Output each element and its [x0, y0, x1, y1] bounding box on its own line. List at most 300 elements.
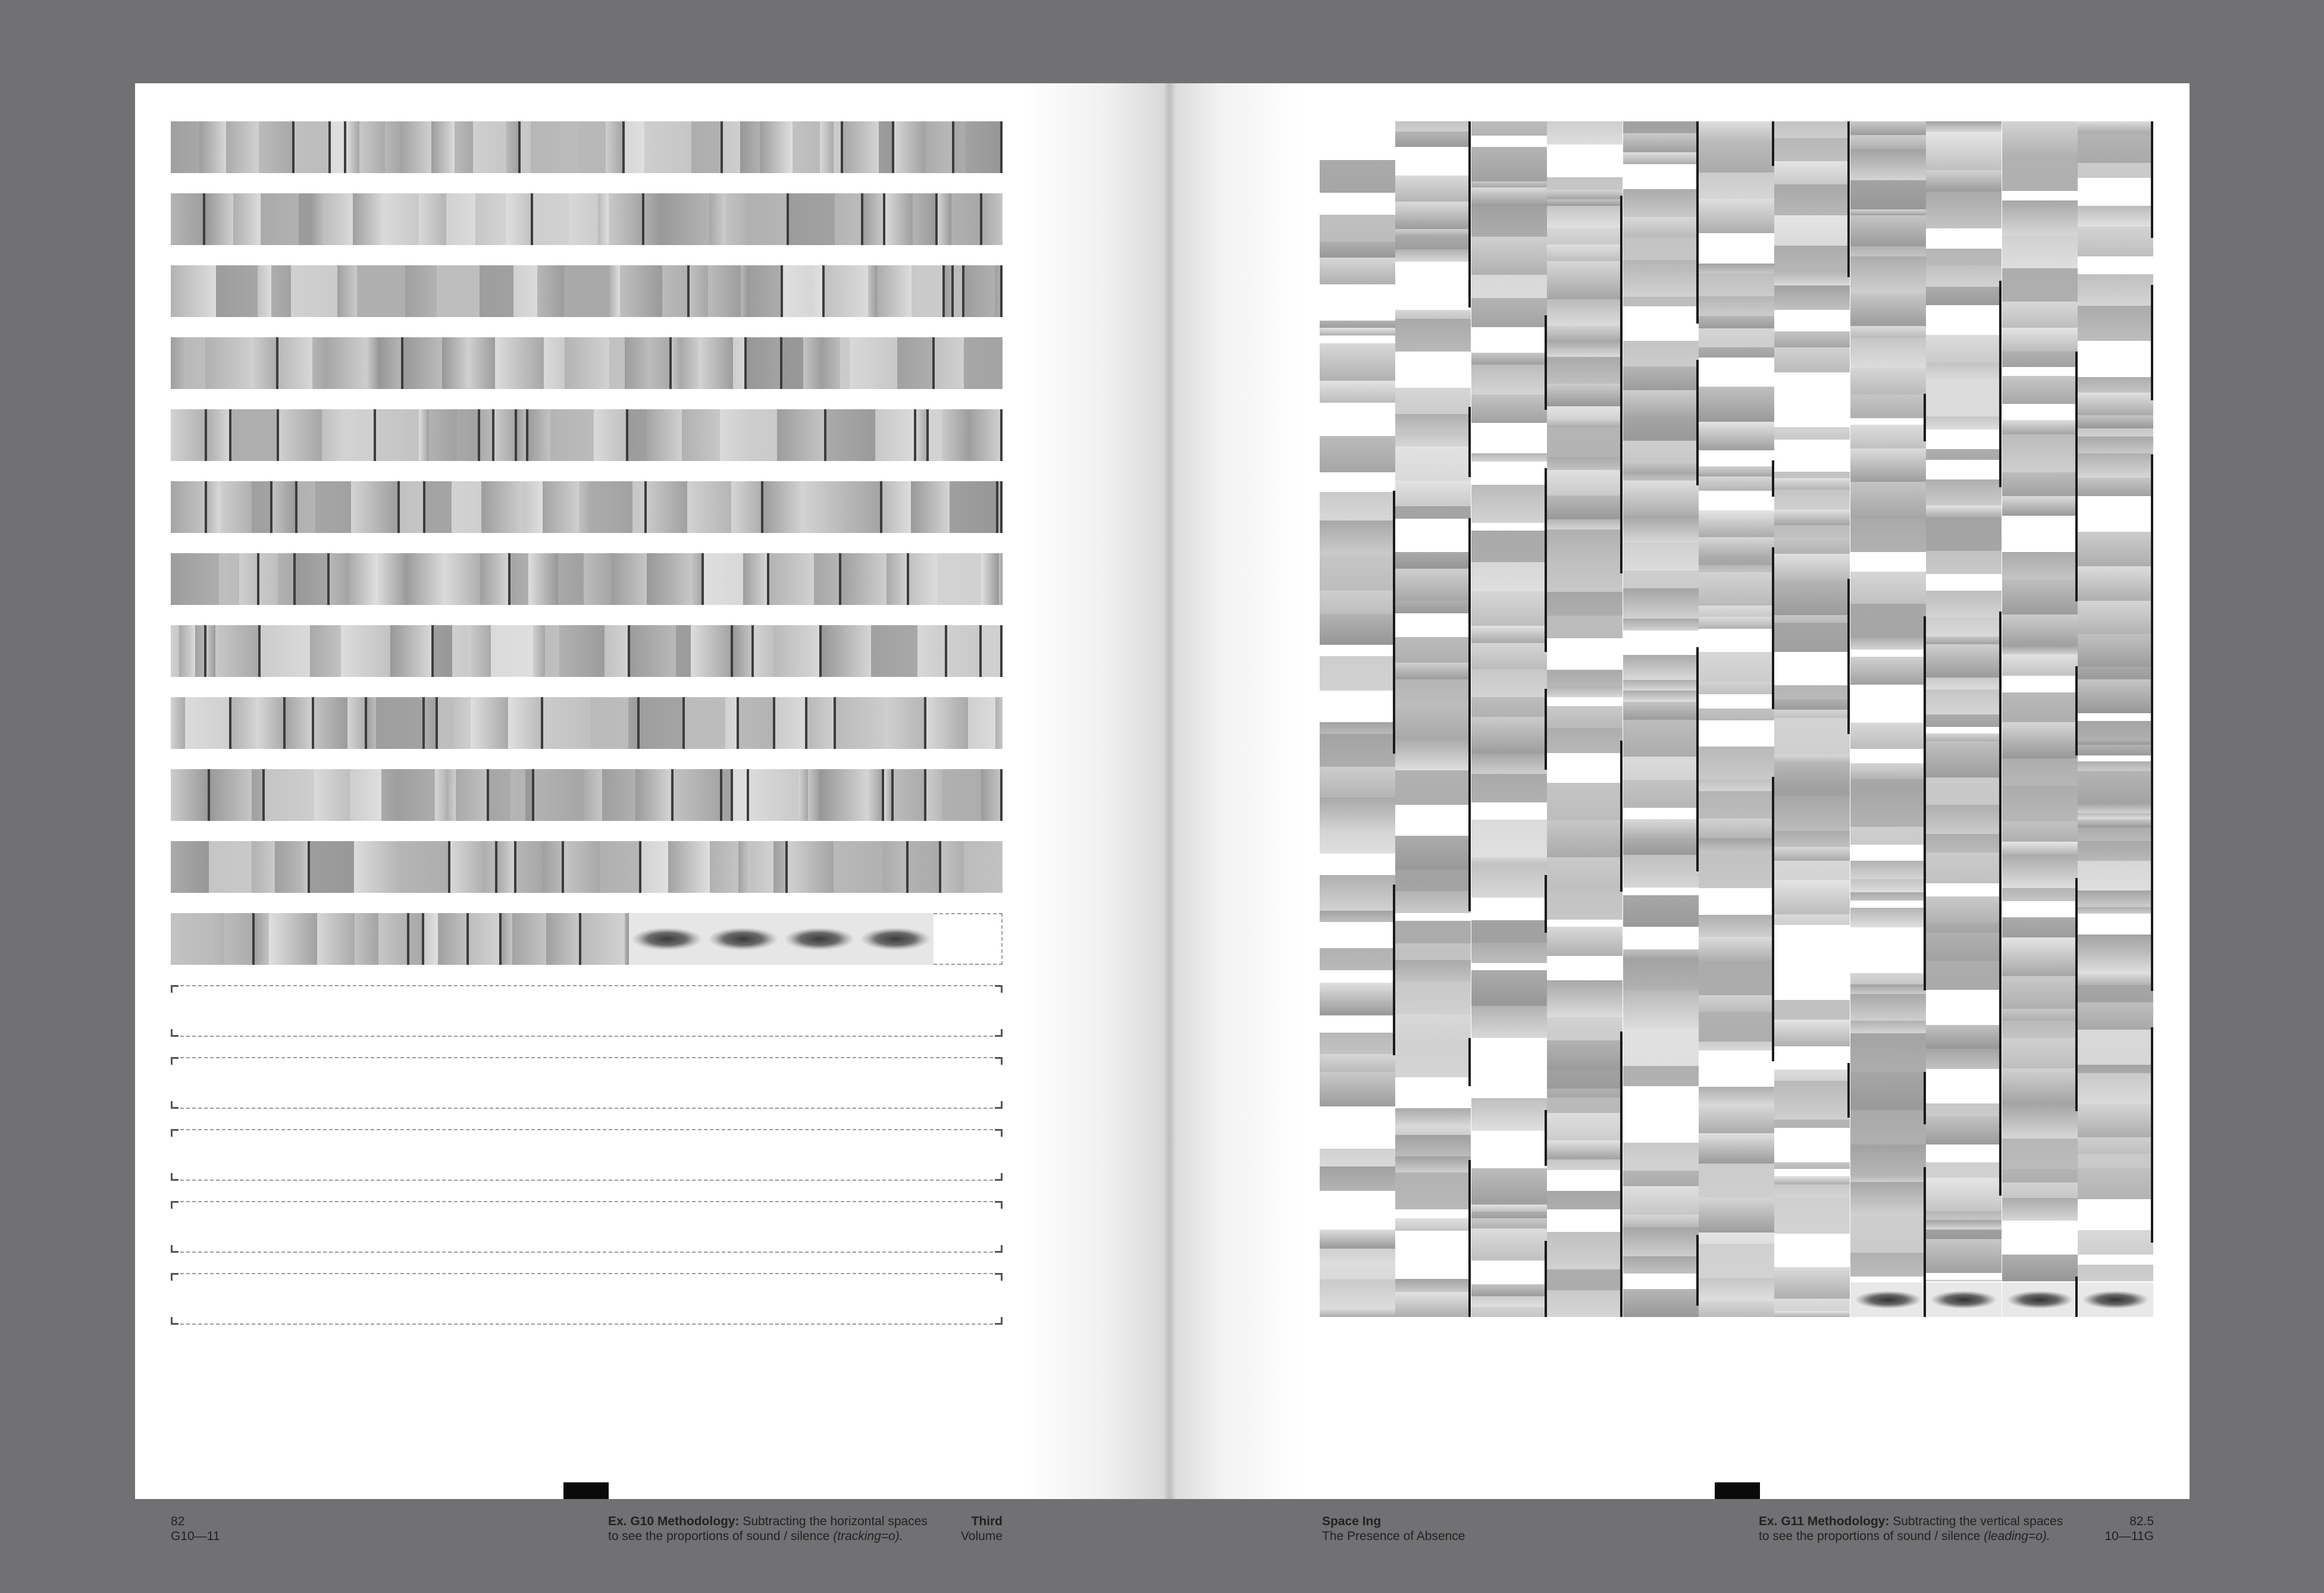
image-slice [1471, 1131, 1547, 1168]
image-slice [400, 121, 431, 173]
image-slice [1774, 538, 1850, 554]
image-slice [1926, 1144, 2002, 1162]
image-slice [405, 265, 437, 317]
image-slice [1395, 202, 1471, 229]
image-slice [1850, 180, 1926, 209]
image-slice [982, 625, 1003, 677]
column-divider-line [1772, 891, 1774, 955]
image-slice [2002, 786, 2078, 821]
image-slice [798, 769, 808, 821]
image-slice [1547, 920, 1623, 927]
column-divider-line [1772, 955, 1774, 1061]
right-title: Space Ing [1322, 1514, 1382, 1528]
image-slice [1699, 652, 1774, 682]
image-slice [310, 625, 341, 677]
image-slice [442, 337, 469, 389]
image-strip-column [2078, 121, 2153, 1317]
left-caption-title: Ex. G10 Methodology: [608, 1514, 740, 1528]
image-slice [512, 913, 546, 965]
image-slice [632, 481, 647, 533]
image-slice [1547, 145, 1623, 177]
image-slice [2002, 404, 2078, 420]
image-slice [625, 913, 629, 965]
right-black-tab [1715, 1482, 1760, 1499]
image-slice [1395, 770, 1471, 805]
image-slice [836, 697, 885, 749]
image-slice [2002, 1198, 2078, 1221]
column-divider-line [1393, 600, 1395, 645]
image-slice [1395, 836, 1471, 870]
image-slice [206, 625, 215, 677]
image-slice [1850, 945, 1926, 973]
image-slice [793, 121, 820, 173]
image-slice [1623, 481, 1699, 516]
image-slice [2078, 861, 2153, 890]
column-divider-line [1545, 599, 1547, 652]
image-slice [1320, 656, 1395, 691]
image-slice [521, 121, 531, 173]
image-slice [1926, 1049, 2002, 1069]
image-slice [252, 841, 275, 893]
image-slice [1547, 406, 1623, 418]
image-slice [1395, 663, 1471, 679]
image-slice [2002, 1038, 2078, 1068]
image-slice [690, 553, 704, 605]
image-slice [378, 913, 409, 965]
image-slice [1926, 1230, 2002, 1239]
image-slice [1926, 249, 2002, 265]
image-slice [2078, 713, 2153, 721]
image-slice [644, 193, 661, 245]
image-slice [1623, 691, 1699, 702]
image-slice [211, 913, 224, 965]
image-slice [1623, 297, 1699, 306]
image-slice [1774, 623, 1850, 652]
image-slice [584, 769, 602, 821]
image-slice [209, 841, 252, 893]
image-slice [1623, 164, 1699, 189]
image-slice [690, 265, 708, 317]
image-slice [1547, 206, 1623, 228]
image-slice [1850, 650, 1926, 657]
image-slice [261, 193, 299, 245]
column-divider-line [1696, 360, 1699, 485]
image-slice [231, 409, 279, 461]
image-slice [273, 481, 297, 533]
image-slice [674, 769, 722, 821]
image-slice [1471, 963, 1547, 970]
image-slice [1850, 657, 1926, 685]
image-slice [1471, 136, 1547, 147]
image-slice [559, 625, 605, 677]
image-slice [916, 409, 929, 461]
image-slice [1320, 1115, 1395, 1149]
image-slice [481, 481, 523, 533]
image-slice [171, 697, 185, 749]
image-slice [2002, 646, 2078, 654]
image-slice [1699, 491, 1774, 510]
image-slice [381, 769, 397, 821]
image-slice [1699, 376, 1774, 387]
image-slice [1395, 737, 1471, 770]
image-slice [233, 193, 261, 245]
image-slice [259, 121, 295, 173]
image-slice [999, 553, 1003, 605]
image-slice [1471, 523, 1547, 531]
image-slice [2078, 601, 2153, 634]
image-slice [1395, 1156, 1471, 1172]
image-slice [219, 553, 239, 605]
image-slice [941, 841, 964, 893]
image-slice [513, 265, 537, 317]
image-slice [769, 553, 814, 605]
column-divider-line [2075, 666, 2078, 755]
image-strip-column [1774, 121, 1850, 1317]
image-slice [1395, 414, 1471, 432]
image-slice [1547, 1070, 1623, 1089]
left-caption-text-2: to see the proportions of sound / silence [608, 1529, 830, 1543]
image-slice [1623, 121, 1699, 133]
image-slice [2002, 376, 2078, 404]
image-slice [1471, 1228, 1547, 1260]
image-slice [1699, 937, 1774, 961]
image-slice [2078, 1154, 2153, 1168]
image-slice [2002, 888, 2078, 901]
image-slice [1850, 908, 1926, 927]
image-slice [1926, 883, 2002, 896]
image-slice [1623, 655, 1699, 680]
image-slice [1395, 569, 1471, 601]
image-slice [1699, 853, 1774, 888]
empty-placeholder-slot [934, 913, 1003, 965]
image-slice [1850, 1144, 1926, 1174]
image-slice [733, 337, 747, 389]
image-slice [723, 121, 740, 173]
image-slice [1850, 1110, 1926, 1144]
image-slice [528, 409, 550, 461]
image-slice [353, 193, 383, 245]
image-slice [1320, 193, 1395, 215]
image-slice [1926, 896, 2002, 923]
image-slice [2078, 453, 2153, 478]
image-slice [1850, 879, 1926, 892]
image-slice [1395, 981, 1471, 1014]
image-slice [2078, 163, 2153, 178]
lips-image [1926, 1282, 2002, 1317]
image-slice [1850, 1253, 1926, 1277]
image-slice [1774, 1184, 1850, 1197]
image-slice [1850, 135, 1926, 149]
image-slice [868, 769, 884, 821]
image-slice [1623, 780, 1699, 808]
image-slice [1471, 1168, 1547, 1205]
image-slice [1320, 343, 1395, 381]
right-page [1169, 83, 2190, 1543]
image-strip-row [171, 193, 1003, 245]
image-slice [609, 193, 644, 245]
image-slice [1926, 1162, 2002, 1178]
image-slice [722, 769, 733, 821]
image-slice [1699, 1133, 1774, 1164]
image-slice [1623, 680, 1699, 691]
image-slice [894, 769, 926, 821]
image-strip-column [1395, 121, 1471, 1317]
image-slice [1547, 857, 1623, 891]
image-slice [279, 409, 322, 461]
column-divider-line [1772, 460, 1774, 497]
image-slice [171, 121, 199, 173]
image-slice [2002, 1021, 2078, 1038]
image-slice [295, 121, 331, 173]
image-slice [376, 409, 419, 461]
image-slice [1850, 861, 1926, 879]
image-slice [733, 625, 754, 677]
image-slice [220, 481, 252, 533]
image-slice [1623, 1086, 1699, 1113]
image-slice [1547, 418, 1623, 427]
image-slice [1395, 388, 1471, 414]
image-slice [1926, 727, 2002, 733]
image-slice [2002, 1009, 2078, 1021]
image-slice [819, 769, 868, 821]
image-slice [740, 121, 760, 173]
image-slice [528, 553, 558, 605]
image-slice [1471, 920, 1547, 943]
image-slice [1850, 394, 1926, 418]
image-slice [349, 553, 377, 605]
image-slice [1774, 310, 1850, 331]
image-slice [2002, 654, 2078, 676]
image-slice [346, 121, 359, 173]
image-slice [1926, 170, 2002, 192]
image-slice [1774, 286, 1850, 310]
column-divider-line [1545, 315, 1547, 410]
image-slice [602, 769, 635, 821]
image-slice [1623, 1289, 1699, 1317]
image-slice [1623, 260, 1699, 297]
image-slice [1774, 440, 1850, 472]
image-slice [1926, 990, 2002, 1025]
image-slice [510, 553, 528, 605]
image-slice [1547, 1191, 1623, 1209]
column-divider-line [1924, 616, 1926, 737]
column-divider-line [2151, 1128, 2153, 1243]
image-slice [2002, 937, 2078, 976]
image-slice [1547, 384, 1623, 406]
image-slice [911, 481, 950, 533]
image-slice [1395, 1249, 1471, 1279]
image-slice [456, 769, 489, 821]
image-slice [1320, 555, 1395, 591]
image-slice [1926, 265, 2002, 287]
image-slice [534, 769, 584, 821]
image-slice [446, 193, 475, 245]
image-slice [255, 913, 269, 965]
image-slice [2002, 976, 2078, 1009]
image-slice [1471, 1038, 1547, 1070]
column-divider-line [1772, 121, 1774, 166]
image-slice [750, 841, 773, 893]
image-slice [480, 265, 513, 317]
image-slice [419, 193, 446, 245]
image-slice [1774, 525, 1850, 538]
image-slice [1471, 237, 1547, 275]
image-slice [647, 553, 690, 605]
image-slice [1926, 382, 2002, 416]
image-slice [1471, 943, 1547, 963]
image-slice [480, 409, 494, 461]
image-slice [1774, 161, 1850, 184]
image-slice [351, 481, 400, 533]
image-slice [605, 625, 630, 677]
right-caption-text: Subtracting the vertical spaces [1893, 1514, 2063, 1528]
image-slice [1395, 1279, 1471, 1292]
image-slice [2078, 566, 2153, 601]
image-slice [239, 553, 259, 605]
image-slice [2002, 434, 2078, 472]
image-slice [1699, 682, 1774, 694]
image-slice [171, 481, 207, 533]
image-slice [2078, 341, 2153, 377]
image-slice [297, 481, 315, 533]
column-divider-line [1924, 838, 1926, 914]
image-slice [2078, 804, 2153, 813]
image-slice [1850, 827, 1926, 845]
column-divider-line [2151, 562, 2153, 678]
image-slice [516, 841, 542, 893]
image-slice [879, 121, 894, 173]
image-slice [1320, 492, 1395, 520]
image-slice [1699, 565, 1774, 572]
image-slice [1926, 416, 2002, 429]
image-slice [1699, 1087, 1774, 1104]
image-slice [1547, 1290, 1623, 1317]
image-strip-row [171, 841, 1003, 893]
image-slice [1547, 956, 1623, 980]
image-slice [807, 697, 836, 749]
image-slice [1471, 147, 1547, 181]
image-slice [1547, 1089, 1623, 1097]
image-slice [1850, 749, 1926, 763]
image-slice [469, 337, 495, 389]
image-slice [1850, 209, 1926, 215]
image-slice [2002, 758, 2078, 786]
image-slice [1926, 335, 2002, 363]
image-slice [2078, 206, 2153, 227]
column-divider-line [1468, 407, 1471, 477]
image-slice [1471, 462, 1547, 485]
image-slice [357, 265, 405, 317]
image-slice [330, 553, 349, 605]
image-slice [1699, 888, 1774, 915]
image-slice [1547, 325, 1623, 340]
image-slice [1926, 363, 2002, 382]
image-slice [885, 193, 913, 245]
image-slice [2078, 393, 2153, 415]
image-slice [609, 337, 625, 389]
image-slice [545, 625, 559, 677]
image-slice [1320, 1263, 1395, 1280]
image-slice [2002, 367, 2078, 376]
image-slice [403, 337, 442, 389]
image-slice [2078, 667, 2153, 679]
column-divider-line [1468, 518, 1471, 617]
left-caption-text: Subtracting the horizontal spaces [743, 1514, 928, 1528]
image-slice [1850, 552, 1926, 572]
image-slice [641, 841, 668, 893]
image-slice [1395, 891, 1471, 913]
image-slice [1547, 121, 1623, 145]
image-slice [1774, 700, 1850, 710]
image-slice [1320, 335, 1395, 343]
image-slice [1774, 831, 1850, 847]
image-slice [1699, 358, 1774, 376]
image-slice [1699, 572, 1774, 606]
image-slice [1850, 723, 1926, 749]
image-slice [1699, 450, 1774, 466]
image-slice [397, 769, 435, 821]
image-slice [1850, 482, 1926, 519]
image-slice [475, 193, 506, 245]
image-slice [1547, 728, 1623, 753]
image-slice [1547, 753, 1623, 783]
image-slice [367, 697, 376, 749]
image-slice [1547, 706, 1623, 728]
image-slice [1395, 613, 1471, 637]
image-slice [1774, 347, 1850, 372]
image-slice [968, 697, 995, 749]
image-slice [1623, 958, 1699, 990]
image-slice [1395, 481, 1471, 506]
image-slice [2078, 1255, 2153, 1265]
image-slice [841, 553, 887, 605]
image-slice [1623, 390, 1699, 417]
right-caption-title: Ex. G11 Methodology: [1759, 1514, 1890, 1528]
image-slice [1395, 229, 1471, 235]
image-slice [783, 265, 809, 317]
image-slice [486, 841, 497, 893]
column-divider-line [2075, 543, 2078, 601]
image-slice [1320, 798, 1395, 829]
image-slice [1395, 1209, 1471, 1218]
image-slice [1471, 181, 1547, 187]
image-slice [1926, 777, 2002, 805]
image-slice [1774, 880, 1850, 914]
column-divider-line [1393, 491, 1395, 600]
image-slice [1774, 478, 1850, 490]
image-slice [1926, 689, 2002, 714]
image-slice [1774, 1234, 1850, 1267]
image-slice [1471, 1260, 1547, 1284]
column-divider-line [1924, 914, 1926, 990]
image-slice [1850, 779, 1926, 791]
image-slice [1774, 1197, 1850, 1234]
image-slice [606, 121, 625, 173]
image-slice [635, 769, 674, 821]
image-slice [1699, 199, 1774, 233]
image-slice [1623, 1256, 1699, 1274]
image-slice [2078, 827, 2153, 841]
column-divider-line [2151, 803, 2153, 918]
image-slice [1774, 1311, 1850, 1317]
image-slice [531, 121, 579, 173]
image-slice [591, 697, 628, 749]
image-slice [2078, 761, 2153, 771]
image-slice [2078, 985, 2153, 1002]
image-slice [199, 121, 226, 173]
column-divider-line [1696, 833, 1699, 871]
image-slice [1774, 1081, 1850, 1120]
